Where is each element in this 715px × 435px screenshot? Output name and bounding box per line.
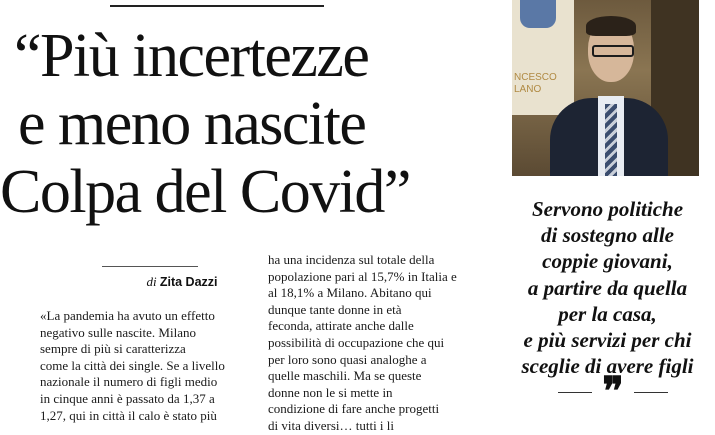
pull-quote (505, 196, 710, 379)
banner-text-line-2: LANO (514, 84, 542, 95)
body-line: ha una incidenza sul totale della (268, 252, 435, 267)
quote-mark-icon: ❞ (602, 369, 624, 414)
body-line: 1,27, qui in città il calo è stato più (40, 407, 217, 423)
headline (0, 22, 500, 226)
quote-mark-row (558, 369, 668, 414)
quote-rule-right (634, 392, 668, 393)
body-line: per loro sono quasi analoghe a (268, 351, 427, 367)
body-line: in cinque anni è passato da 1,37 a (40, 390, 215, 406)
body-line: sempre di più si caratterizza (40, 341, 186, 357)
body-line: dunque tante donne in età (268, 301, 402, 317)
quote-rule-left (558, 392, 592, 393)
pull-quote-line: e più servizi per chi (523, 328, 692, 353)
top-rule (110, 5, 324, 7)
pull-quote-line: Servono politiche (531, 197, 684, 221)
pull-quote-line: a partire da quella (527, 275, 688, 300)
byline-author: Zita Dazzi (159, 275, 218, 289)
crest-icon (520, 0, 556, 28)
body-line: al 18,1% a Milano. Abitano qui (268, 285, 432, 301)
byline (102, 274, 262, 290)
person-tie (605, 104, 617, 176)
pull-quote-line: sceglie di avere figli (521, 354, 694, 379)
body-line: condizione di fare anche progetti (268, 401, 440, 417)
body-line: di vita diversi… tutti i li (268, 417, 395, 433)
portrait-photo (512, 0, 699, 176)
body-line: quelle maschili. Ma se queste (268, 368, 422, 384)
body-line: donne non le si mette in (268, 384, 393, 400)
pull-quote-line: di sostegno alle (540, 223, 674, 248)
body-line: possibilità di occupazione che qui (268, 334, 445, 350)
pull-quote-line: per la casa, (558, 301, 657, 326)
byline-prefix: di (146, 274, 157, 289)
body-line: nazionale il numero di figli medio (40, 374, 218, 390)
background-banner (512, 0, 574, 115)
body-column-1 (40, 308, 255, 424)
headline-line-2: e meno nascite (18, 90, 366, 158)
body-line: «La pandemia ha avuto un effetto (40, 308, 215, 323)
banner-text-line-1: NCESCO (514, 72, 557, 83)
pull-quote-line: coppie giovani, (542, 249, 673, 274)
body-line: feconda, attirate anche dalle (268, 318, 414, 334)
banner-text (514, 72, 557, 96)
person-hair (586, 16, 636, 36)
byline-rule (102, 266, 198, 267)
headline-line-1: “Più incertezze (14, 22, 369, 90)
body-column-2 (268, 252, 483, 435)
body-line: popolazione pari al 15,7% in Italia e (268, 268, 457, 284)
body-line: negativo sulle nascite. Milano (40, 324, 196, 340)
headline-line-3: Colpa del Covid” (0, 158, 410, 226)
person-glasses (592, 45, 634, 57)
body-line: come la città dei single. Se a livello (40, 357, 225, 373)
